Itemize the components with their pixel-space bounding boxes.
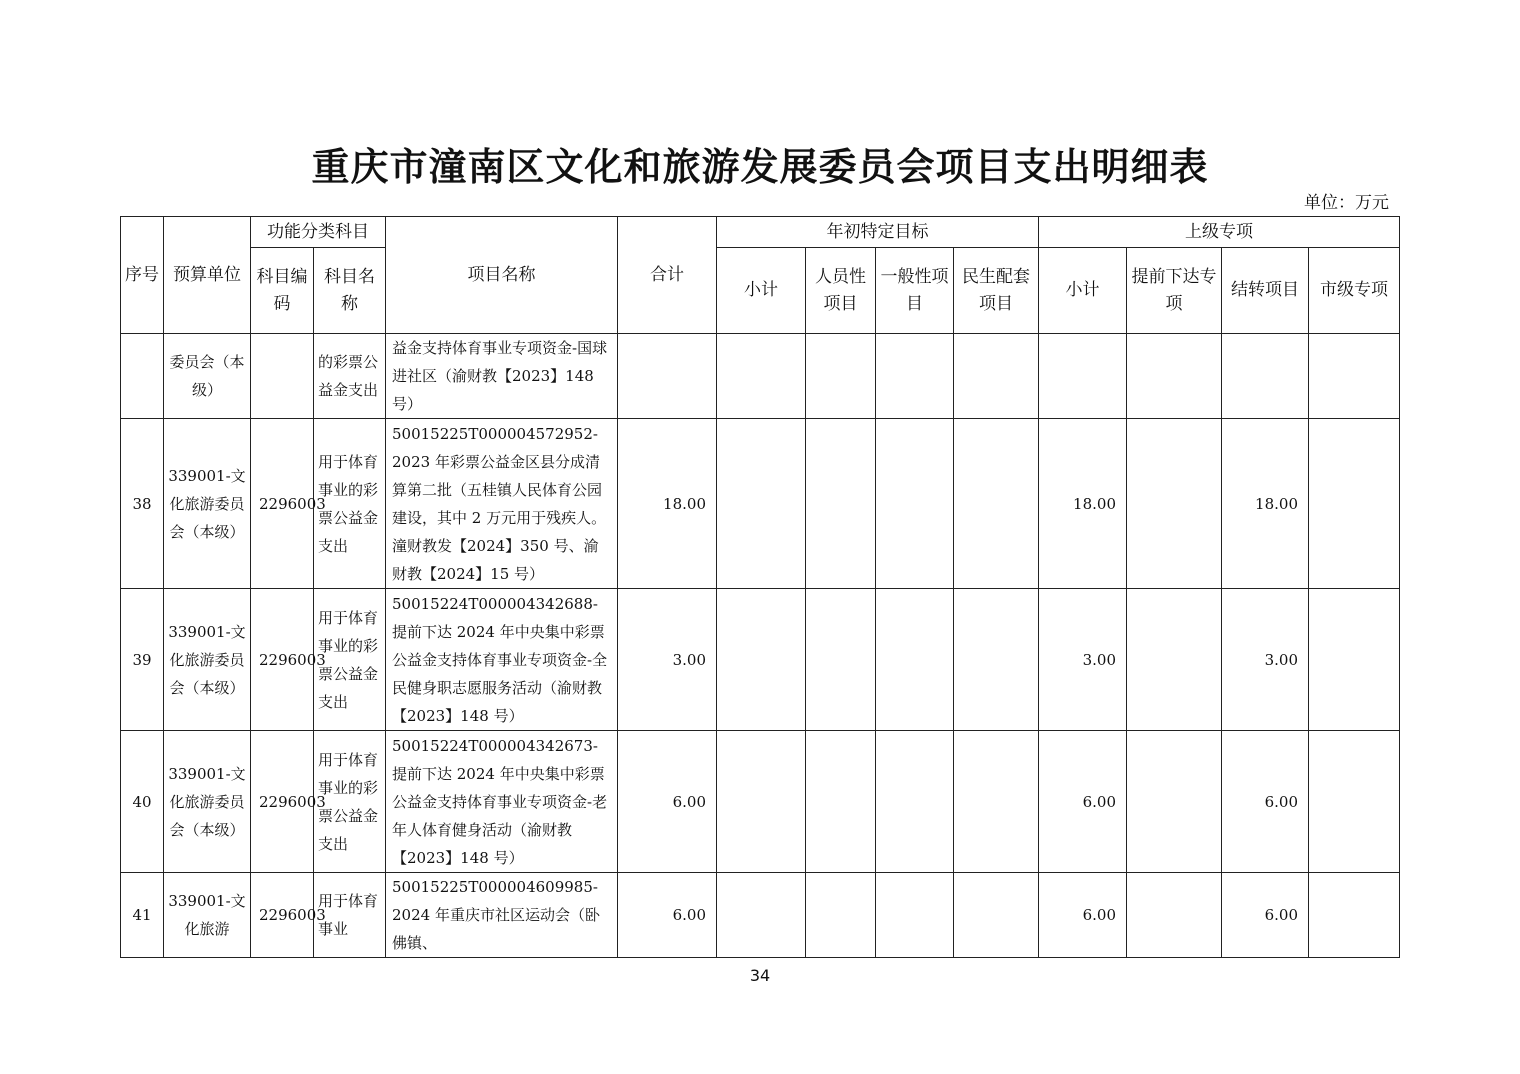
cell-unit: 委员会（本级） — [164, 334, 251, 419]
header-func-code: 科目编码 — [251, 248, 314, 334]
cell-superior-subtotal: 6.00 — [1039, 873, 1127, 958]
cell-advance — [1127, 873, 1222, 958]
cell-unit: 339001-文化旅游委员会（本级） — [164, 419, 251, 589]
cell-advance — [1127, 731, 1222, 873]
table-row — [121, 334, 1400, 419]
cell-unit: 339001-文化旅游 — [164, 873, 251, 958]
header-seq: 序号 — [121, 217, 164, 334]
cell-subject: 用于体育事业的彩票公益金支出 — [314, 419, 386, 589]
cell-city — [1309, 873, 1400, 958]
cell-livelihood — [954, 419, 1039, 589]
cell-city — [1309, 334, 1400, 419]
cell-subject: 用于体育事业 — [314, 873, 386, 958]
header-personnel: 人员性项目 — [806, 248, 876, 334]
cell-total: 3.00 — [618, 589, 717, 731]
cell-seq: 41 — [121, 873, 164, 958]
cell-annual-subtotal — [717, 419, 806, 589]
cell-superior-subtotal: 3.00 — [1039, 589, 1127, 731]
expenditure-table — [120, 216, 1400, 958]
header-func-name: 科目名称 — [314, 248, 386, 334]
header-carryover: 结转项目 — [1222, 248, 1309, 334]
cell-unit: 339001-文化旅游委员会（本级） — [164, 731, 251, 873]
cell-personnel — [806, 334, 876, 419]
cell-city — [1309, 731, 1400, 873]
cell-project: 益金支持体育事业专项资金-国球进社区（渝财教【2023】148 号） — [386, 334, 618, 419]
header-livelihood: 民生配套项目 — [954, 248, 1039, 334]
cell-subject: 用于体育事业的彩票公益金支出 — [314, 589, 386, 731]
cell-general — [876, 334, 954, 419]
cell-project: 50015224T000004342673-提前下达 2024 年中央集中彩票公益金支持体育事业专项资金-老年人体育健身活动（渝财教【2023】148 号） — [386, 731, 618, 873]
header-superior-subtotal: 小计 — [1039, 248, 1127, 334]
cell-code: 2296003 — [251, 419, 314, 589]
header-annual-subtotal: 小计 — [717, 248, 806, 334]
cell-personnel — [806, 731, 876, 873]
cell-livelihood — [954, 731, 1039, 873]
cell-livelihood — [954, 589, 1039, 731]
cell-total: 18.00 — [618, 419, 717, 589]
header-superior-group: 上级专项 — [1039, 217, 1400, 248]
cell-total — [618, 334, 717, 419]
cell-annual-subtotal — [717, 589, 806, 731]
cell-carryover: 6.00 — [1222, 873, 1309, 958]
cell-general — [876, 419, 954, 589]
header-city: 市级专项 — [1309, 248, 1400, 334]
cell-project: 50015225T000004609985-2024 年重庆市社区运动会（卧佛镇、 — [386, 873, 618, 958]
cell-superior-subtotal — [1039, 334, 1127, 419]
cell-seq: 38 — [121, 419, 164, 589]
cell-superior-subtotal: 6.00 — [1039, 731, 1127, 873]
page-number: 34 — [749, 966, 771, 985]
unit-label: 单位：万元 — [1304, 193, 1389, 213]
cell-city — [1309, 419, 1400, 589]
cell-subject: 的彩票公益金支出 — [314, 334, 386, 419]
cell-personnel — [806, 873, 876, 958]
cell-code — [251, 334, 314, 419]
header-func-group: 功能分类科目 — [251, 217, 386, 248]
cell-livelihood — [954, 334, 1039, 419]
cell-annual-subtotal — [717, 731, 806, 873]
cell-personnel — [806, 419, 876, 589]
table-row — [121, 873, 1400, 958]
cell-city — [1309, 589, 1400, 731]
header-general: 一般性项目 — [876, 248, 954, 334]
cell-subject: 用于体育事业的彩票公益金支出 — [314, 731, 386, 873]
header-unit: 预算单位 — [164, 217, 251, 334]
cell-project: 50015224T000004342688-提前下达 2024 年中央集中彩票公益金支持体育事业专项资金-全民健身职志愿服务活动（渝财教【2023】148 号） — [386, 589, 618, 731]
cell-unit: 339001-文化旅游委员会（本级） — [164, 589, 251, 731]
cell-general — [876, 589, 954, 731]
cell-code: 2296003 — [251, 589, 314, 731]
cell-general — [876, 731, 954, 873]
cell-superior-subtotal: 18.00 — [1039, 419, 1127, 589]
table-row — [121, 419, 1400, 589]
cell-code: 2296003 — [251, 731, 314, 873]
cell-carryover: 3.00 — [1222, 589, 1309, 731]
cell-carryover: 6.00 — [1222, 731, 1309, 873]
cell-annual-subtotal — [717, 334, 806, 419]
cell-annual-subtotal — [717, 873, 806, 958]
cell-advance — [1127, 419, 1222, 589]
cell-code: 2296003 — [251, 873, 314, 958]
cell-seq: 39 — [121, 589, 164, 731]
cell-carryover — [1222, 334, 1309, 419]
cell-advance — [1127, 589, 1222, 731]
cell-seq — [121, 334, 164, 419]
cell-livelihood — [954, 873, 1039, 958]
cell-advance — [1127, 334, 1222, 419]
table-row — [121, 731, 1400, 873]
cell-personnel — [806, 589, 876, 731]
header-annual-group: 年初特定目标 — [717, 217, 1039, 248]
cell-general — [876, 873, 954, 958]
cell-project: 50015225T000004572952-2023 年彩票公益金区县分成清算第二批（五桂镇人民体育公园建设，其中 2 万元用于残疾人。潼财教发【2024】350 号、渝财教【2024】15 号） — [386, 419, 618, 589]
cell-carryover: 18.00 — [1222, 419, 1309, 589]
header-project-name: 项目名称 — [386, 217, 618, 334]
cell-seq: 40 — [121, 731, 164, 873]
page-title: 重庆市潼南区文化和旅游发展委员会项目支出明细表 — [311, 144, 1209, 189]
header-total: 合计 — [618, 217, 717, 334]
cell-total: 6.00 — [618, 873, 717, 958]
cell-total: 6.00 — [618, 731, 717, 873]
header-advance: 提前下达专项 — [1127, 248, 1222, 334]
table-row — [121, 589, 1400, 731]
